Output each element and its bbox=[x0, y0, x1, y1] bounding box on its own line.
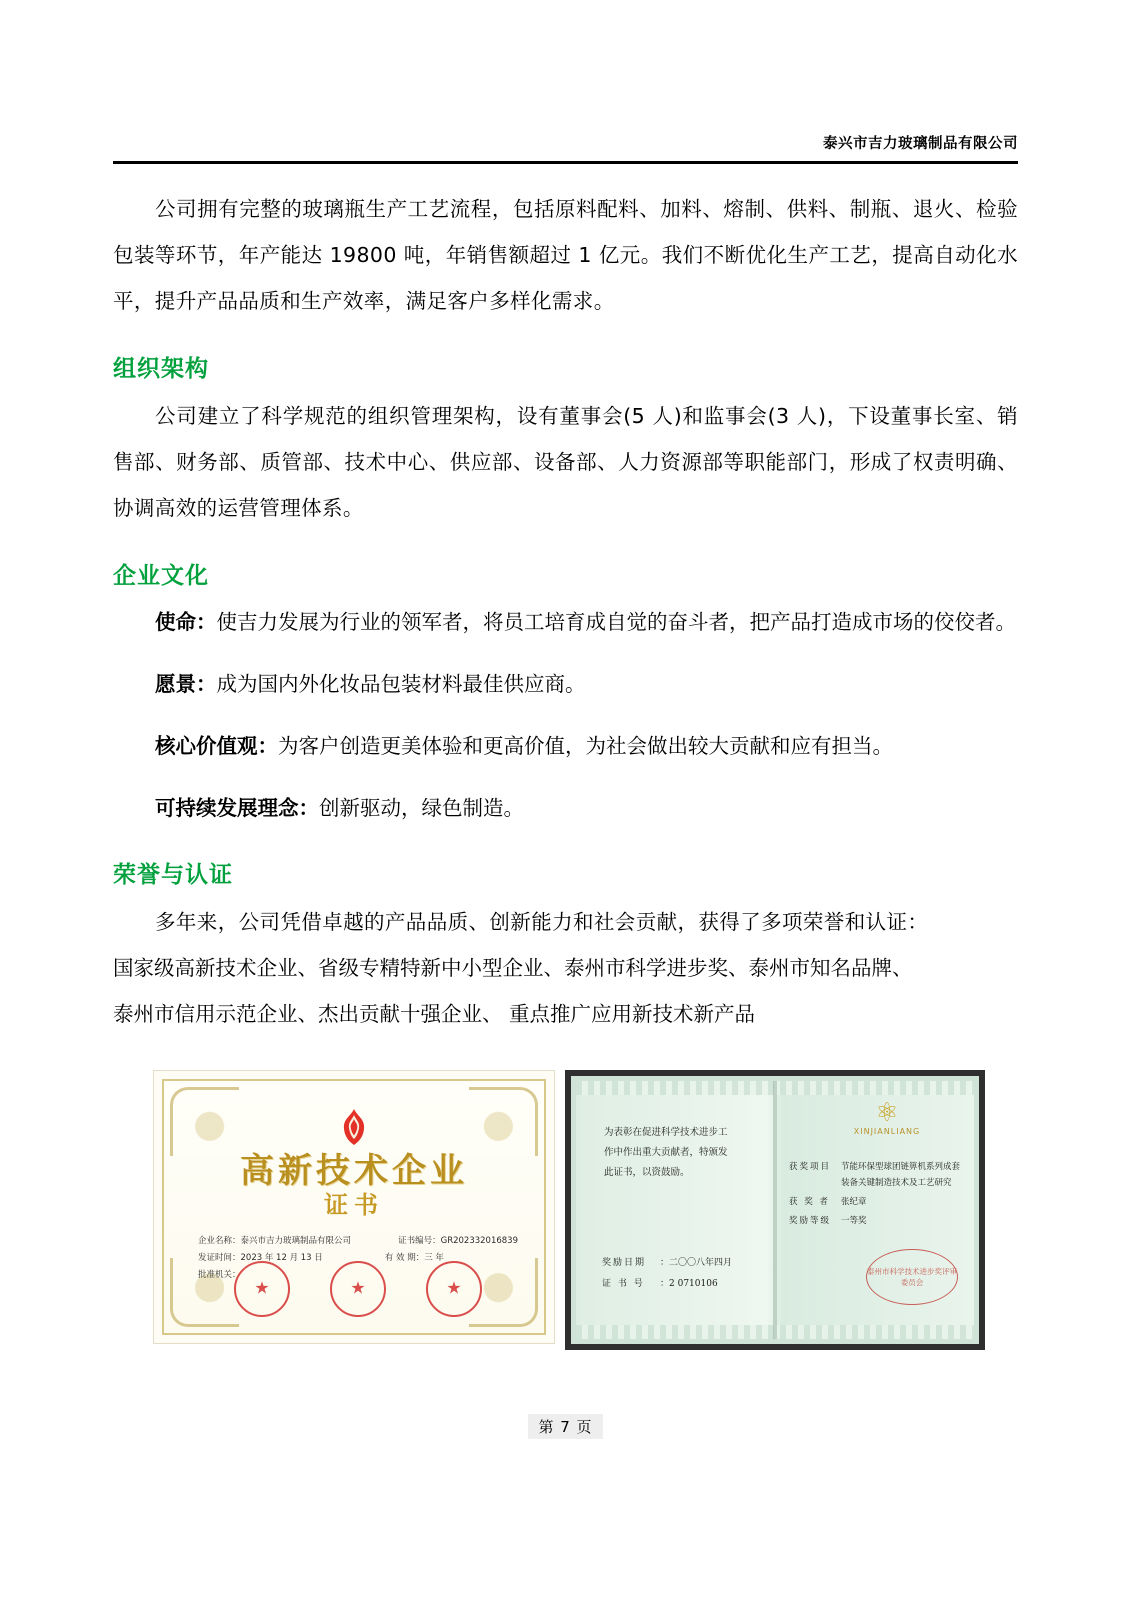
header-divider bbox=[113, 161, 1018, 164]
seal-star-icon: ★ bbox=[350, 1278, 366, 1299]
culture-item-separator: ： bbox=[196, 610, 217, 634]
field-value: 二〇〇八年四月 bbox=[669, 1258, 733, 1268]
atom-icon: ⚛ bbox=[875, 1098, 899, 1128]
flame-logo-icon bbox=[334, 1107, 374, 1147]
field-value: 2023 年 12 月 13 日 bbox=[240, 1253, 323, 1263]
award-emblem bbox=[852, 1099, 922, 1136]
intro-paragraph: 公司拥有完整的玻璃瓶生产工艺流程，包括原料配料、加料、熔制、供料、制瓶、退火、检验包装等环节，年产能达 19800 吨，年销售额超过 1 亿元。我们不断优化生产工艺，提高自动化水平，提升产品品质和生产效率，满足客户多样化需求。 bbox=[113, 197, 1018, 313]
emblem-brand-text: XINJIANLIANG bbox=[853, 1127, 921, 1136]
award-left-fields bbox=[602, 1253, 762, 1295]
award-field-row bbox=[789, 1159, 962, 1191]
culture-item-separator: ： bbox=[196, 672, 217, 696]
award-right-fields bbox=[789, 1159, 962, 1232]
award-citation-text: 为表彰在促进科学技术进步工作中作出重大贡献者，特颁发此证书，以资鼓励。 bbox=[604, 1127, 728, 1178]
field-separator: ： bbox=[660, 1258, 670, 1268]
honors-list-line-2: 泰州市信用示范企业、杰出贡献十强企业、 重点推广应用新技术新产品 bbox=[113, 1002, 756, 1026]
high-tech-certificate-image bbox=[153, 1070, 555, 1344]
header-company-name: 泰兴市吉力玻璃制品有限公司 bbox=[823, 136, 1018, 152]
culture-item-text: 使吉力发展为行业的领军者，将员工培育成自觉的奋斗者，把产品打造成市场的佼佼者。 bbox=[216, 610, 1016, 634]
field-value: 节能环保型球团链箅机系列成套装备关键制造技术及工艺研究 bbox=[841, 1162, 961, 1188]
certificate-title: 高新技术企业 bbox=[240, 1151, 468, 1191]
culture-item-text: 成为国内外化妆品包装材料最佳供应商。 bbox=[216, 672, 586, 696]
field-label: 批准机关： bbox=[198, 1270, 241, 1280]
page-footer bbox=[0, 1414, 1131, 1439]
field-label: 企业名称： bbox=[198, 1236, 241, 1246]
official-seal-icon bbox=[426, 1261, 482, 1317]
page-number: 第 7 页 bbox=[528, 1414, 602, 1439]
document-content bbox=[113, 186, 1018, 1037]
seal-star-icon: ★ bbox=[446, 1278, 462, 1299]
field-label: 奖励日期 bbox=[602, 1258, 647, 1268]
award-field-row bbox=[602, 1253, 762, 1274]
spacer bbox=[351, 1233, 398, 1250]
culture-item bbox=[113, 662, 1018, 706]
org-structure-paragraph: 公司建立了科学规范的组织管理架构，设有董事会(5 人)和监事会(3 人)，下设董事长室、销售部、财务部、质管部、技术中心、供应部、设备部、人力资源部等职能部门，形成了权责明确、协调高效的运营管理体系。 bbox=[113, 404, 1018, 520]
certificate-images bbox=[113, 1060, 1018, 1350]
field-label: 证书编号： bbox=[398, 1236, 441, 1246]
field-value: 三 年 bbox=[424, 1253, 444, 1263]
field-separator: ： bbox=[660, 1279, 670, 1289]
heading-org-structure: 组织架构 bbox=[113, 356, 209, 382]
culture-item-separator: ： bbox=[257, 734, 278, 758]
field-label: 证 书 号 bbox=[602, 1279, 645, 1289]
field-label: 奖励等级 bbox=[789, 1216, 832, 1226]
culture-item bbox=[113, 786, 1018, 830]
field-value: GR202332016839 bbox=[440, 1236, 518, 1246]
heading-corporate-culture: 企业文化 bbox=[113, 563, 209, 589]
certificate-open-book bbox=[571, 1076, 979, 1344]
heading-honors: 荣誉与认证 bbox=[113, 862, 233, 888]
certificate-border bbox=[162, 1079, 546, 1335]
field-value: 张纪章 bbox=[841, 1197, 867, 1207]
culture-item-text: 创新驱动，绿色制造。 bbox=[319, 796, 524, 820]
award-official-stamp: 泰州市科学技术进步奖评审委员会 bbox=[866, 1249, 958, 1305]
award-field-row bbox=[789, 1194, 962, 1210]
culture-item-label: 愿景 bbox=[155, 672, 196, 696]
certificate-seals bbox=[234, 1261, 494, 1315]
culture-item-separator: ： bbox=[298, 796, 319, 820]
certificate-left-page bbox=[576, 1081, 775, 1339]
certificate-field-row bbox=[198, 1233, 518, 1250]
culture-item-label: 使命 bbox=[155, 610, 196, 634]
honors-lead-paragraph: 多年来，公司凭借卓越的产品品质、创新能力和社会贡献，获得了多项荣誉和认证： bbox=[155, 910, 929, 934]
science-award-certificate-image bbox=[565, 1070, 985, 1350]
seal-star-icon: ★ bbox=[254, 1278, 270, 1299]
culture-item bbox=[113, 724, 1018, 768]
field-label: 获奖项目 bbox=[789, 1162, 832, 1172]
official-seal-icon bbox=[234, 1261, 290, 1317]
field-label: 发证时间： bbox=[198, 1253, 241, 1263]
culture-item-label: 核心价值观 bbox=[155, 734, 258, 758]
culture-item-label: 可持续发展理念 bbox=[155, 796, 299, 820]
honors-list-line-1: 国家级高新技术企业、省级专精特新中小型企业、泰州市科学进步奖、泰州市知名品牌、 bbox=[113, 956, 913, 980]
certificate-subtitle: 证书 bbox=[324, 1191, 384, 1219]
award-field-row bbox=[789, 1213, 962, 1229]
certificate-right-page bbox=[775, 1081, 974, 1339]
field-label: 获 奖 者 bbox=[789, 1197, 830, 1207]
field-value: 2 0710106 bbox=[669, 1279, 718, 1289]
culture-item bbox=[113, 600, 1018, 644]
award-field-row bbox=[602, 1274, 762, 1295]
field-value: 一等奖 bbox=[841, 1216, 867, 1226]
field-label: 有 效 期： bbox=[384, 1253, 425, 1263]
culture-item-text: 为客户创造更美体验和更高价值，为社会做出较大贡献和应有担当。 bbox=[278, 734, 893, 758]
field-value: 泰兴市吉力玻璃制品有限公司 bbox=[240, 1236, 352, 1246]
page-header bbox=[113, 132, 1018, 164]
official-seal-icon bbox=[330, 1261, 386, 1317]
